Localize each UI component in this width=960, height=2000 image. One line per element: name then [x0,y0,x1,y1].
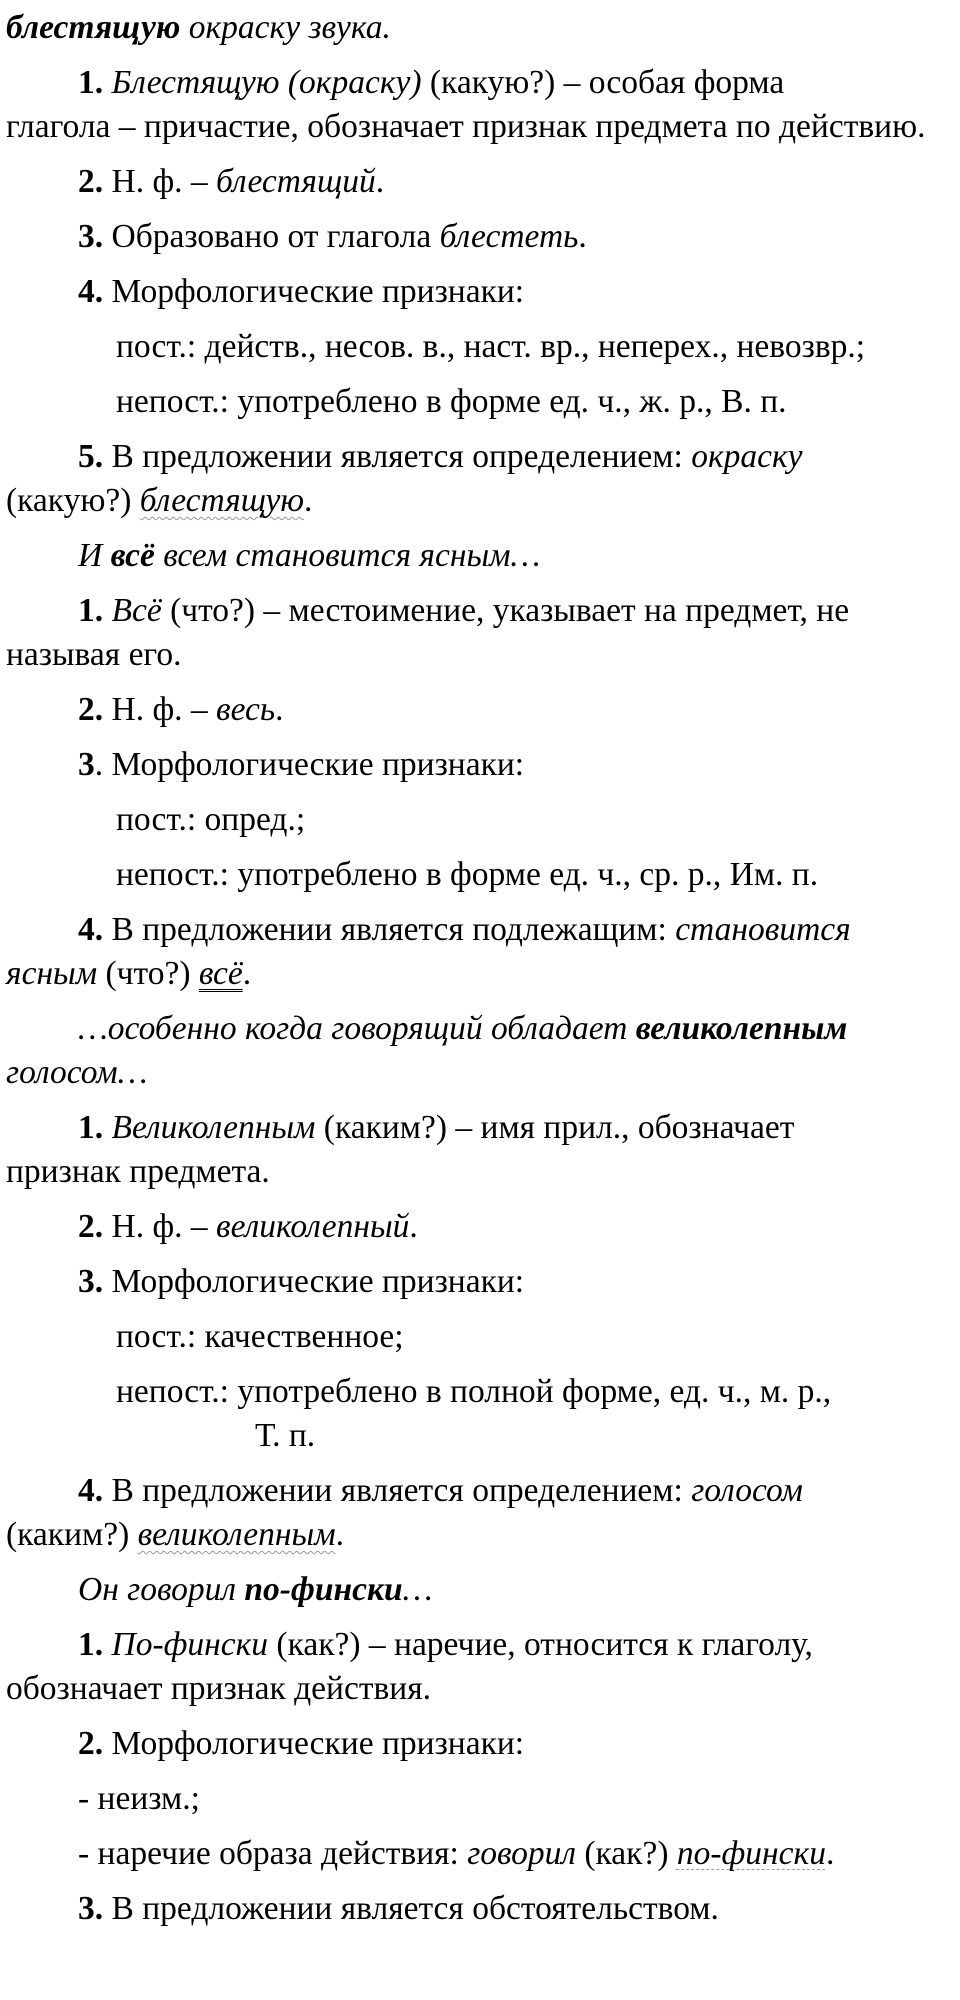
item-1: 1. По-фински (как?) – наречие, относится к глаголу, обозначает признак действия. [6,1626,813,1707]
item-2: 2. Н. ф. – великолепный. [78,1208,418,1245]
attribute-underline: блестящую [139,482,305,519]
sentence-line: блестящую окраску звука. [6,9,391,46]
constant-features: пост.: действ., несов. в., наст. вр., неперех., невозвр.; [116,328,866,365]
item-4: 4. Морфологические признаки: [78,273,525,310]
item-1: 1. Блестящую (окраску) (какую?) – особая форма глагола – причастие, обозначает признак предмета по действию. [6,64,926,145]
item-4: 4. В предложении является определением: голосом (каким?) великолепным. [6,1472,803,1553]
target-word: всё [110,537,155,574]
item-2: 2. Н. ф. – блестящий. [78,163,385,200]
variable-features: непост.: употреблено в форме ед. ч., ср. р., Им. п. [116,856,819,893]
item-3: 3. В предложении является обстоятельством. [78,1890,719,1927]
item-1: 1. Всё (что?) – местоимение, указывает на предмет, не называя его. [6,592,850,673]
variable-features: непост.: употреблено в форме ед. ч., ж. р., В. п. [116,383,787,420]
item-5: 5. В предложении является определением: окраску (какую?) блестящую. [6,438,803,519]
item-4: 4. В предложении является подлежащим: становится ясным (что?) всё. [6,911,851,992]
item-2: 2. Морфологические признаки: [78,1725,525,1762]
sentence-line: Он говорил по-фински… [78,1571,433,1608]
item-3: 3. Морфологические признаки: [78,1263,525,1300]
item-3: 3. Образовано от глагола блестеть. [78,218,587,255]
sentence-line: И всё всем становится ясным… [78,537,541,574]
subject-underline: всё [198,955,243,992]
item-3: 3. Морфологические признаки: [78,746,525,783]
item-1: 1. Великолепным (каким?) – имя прил., обозначает признак предмета. [6,1109,795,1190]
target-word: по-фински [244,1571,403,1608]
sentence-line: …особенно когда говорящий обладает великолепным голосом… [6,1010,848,1091]
constant-features: пост.: опред.; [116,801,306,838]
attribute-underline: великолепным [137,1516,336,1553]
target-word: блестящую [6,9,181,46]
adverbial-underline: по-фински [676,1835,826,1872]
variable-features: непост.: употреблено в полной форме, ед. ч., м. р., Т. п. [116,1373,832,1454]
target-word: великолепным [635,1010,848,1047]
dash-item: - неизм.; [78,1780,200,1817]
item-2: 2. Н. ф. – весь. [78,691,284,728]
dash-item: - наречие образа действия: говорил (как?) по-фински. [78,1835,835,1872]
constant-features: пост.: качественное; [116,1318,404,1355]
